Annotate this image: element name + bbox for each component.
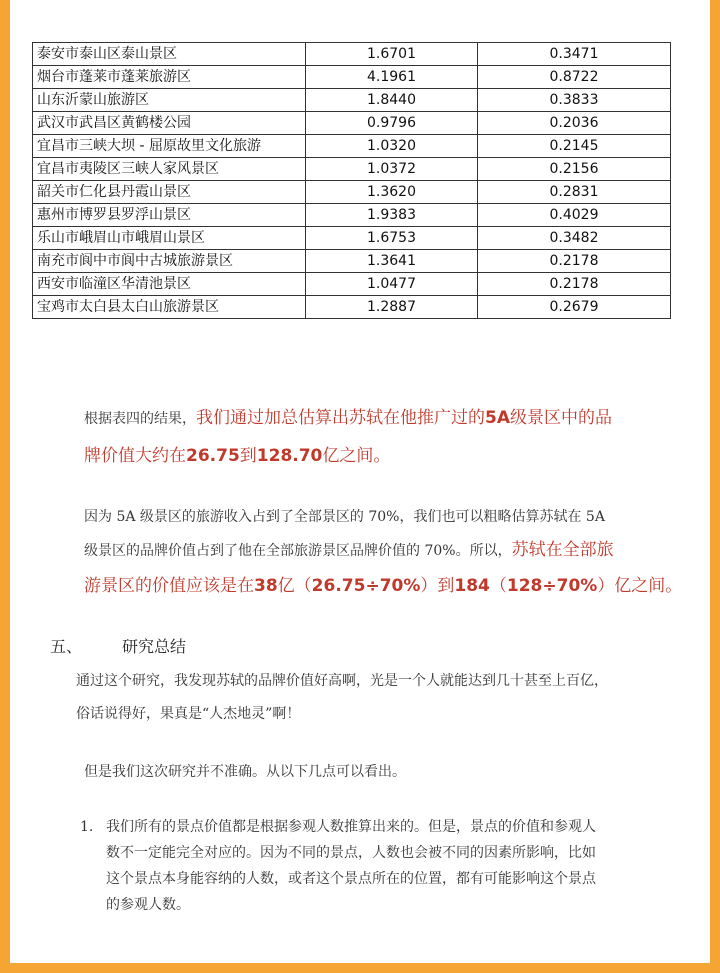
brand-value-cell: 1.6753 — [306, 227, 478, 250]
scenic-area-name: 烟台市蓬莱市蓬莱旅游区 — [33, 66, 306, 89]
scenic-area-name: 宜昌市夷陵区三峡人家风景区 — [33, 158, 306, 181]
table-row — [33, 43, 671, 66]
list-item-1 — [80, 814, 680, 918]
estimate-red-h: （ — [489, 576, 507, 596]
result-red-c: 级景区中的品 — [510, 408, 612, 428]
document-page — [10, 0, 710, 963]
scenic-area-name: 宜昌市三峡大坝 - 屈原故里文化旅游 — [33, 135, 306, 158]
table-row — [33, 112, 671, 135]
estimate-paragraph — [84, 501, 694, 604]
scenic-area-name: 惠州市博罗县罗浮山景区 — [33, 204, 306, 227]
share-value-cell: 0.2831 — [478, 181, 671, 204]
share-value-cell: 0.2178 — [478, 273, 671, 296]
share-value-cell: 0.3833 — [478, 89, 671, 112]
list-item-line-1: 我们所有的景点价值都是根据参观人数推算出来的。但是，景点的价值和参观人 — [106, 819, 596, 835]
share-value-cell: 0.8722 — [478, 66, 671, 89]
estimate-line-2-text: 级景区的品牌价值占到了他在全部旅游景区品牌价值的 70%。所以， — [84, 543, 512, 559]
scenic-area-name: 泰安市泰山区泰山景区 — [33, 43, 306, 66]
brand-value-cell: 1.8440 — [306, 89, 478, 112]
table-row — [33, 89, 671, 112]
scenic-area-name: 武汉市武昌区黄鹤楼公园 — [33, 112, 306, 135]
result-red-e: 26.75 — [186, 446, 240, 466]
table-row — [33, 296, 671, 319]
table-row — [33, 135, 671, 158]
list-item-line-2: 数不一定能完全对应的。因为不同的景点，人数也会被不同的因素所影响，比如 — [106, 845, 596, 861]
share-value-cell: 0.2178 — [478, 250, 671, 273]
share-value-cell: 0.3482 — [478, 227, 671, 250]
estimate-line-3 — [84, 570, 694, 604]
brand-value-cell: 1.0477 — [306, 273, 478, 296]
estimate-red-a: 苏轼在全部旅 — [511, 540, 614, 560]
summary-paragraph — [76, 665, 696, 731]
brand-value-cell: 1.2887 — [306, 296, 478, 319]
share-value-cell: 0.3471 — [478, 43, 671, 66]
result-red-d: 牌价值大约在 — [84, 446, 186, 466]
estimate-red-j: ）亿之间。 — [597, 576, 683, 596]
table-row — [33, 204, 671, 227]
brand-value-cell: 1.0320 — [306, 135, 478, 158]
section-heading — [50, 634, 186, 657]
section-number: 五、 — [50, 637, 83, 656]
result-red-h: 亿之间。 — [322, 446, 391, 466]
scenic-value-table — [32, 42, 671, 319]
estimate-line-1: 因为 5A 级景区的旅游收入占到了全部景区的 70%，我们也可以粗略估算苏轼在 5A — [84, 509, 605, 525]
estimate-red-f: ）到 — [420, 576, 455, 596]
result-red-f: 到 — [239, 446, 257, 466]
share-value-cell: 0.2156 — [478, 158, 671, 181]
summary-line-2: 俗话说得好，果真是“人杰地灵”啊！ — [76, 706, 301, 722]
table-row — [33, 250, 671, 273]
brand-value-cell: 1.3620 — [306, 181, 478, 204]
note-text: 但是我们这次研究并不准确。从以下几点可以看出。 — [84, 764, 406, 780]
list-item-line-4: 的参观人数。 — [106, 897, 190, 913]
result-lead: 根据表四的结果， — [84, 411, 196, 427]
section-title: 研究总结 — [122, 637, 187, 656]
scenic-area-name: 乐山市峨眉山市峨眉山景区 — [33, 227, 306, 250]
estimate-red-i: 128÷70% — [506, 576, 598, 596]
note-paragraph — [84, 756, 684, 789]
result-paragraph — [84, 402, 684, 474]
scenic-area-name: 韶关市仁化县丹霞山景区 — [33, 181, 306, 204]
brand-value-cell: 1.9383 — [306, 204, 478, 227]
brand-value-cell: 1.6701 — [306, 43, 478, 66]
brand-value-cell: 1.0372 — [306, 158, 478, 181]
estimate-red-b: 游景区的价值应该是在 — [84, 576, 254, 596]
share-value-cell: 0.2679 — [478, 296, 671, 319]
table-row — [33, 66, 671, 89]
summary-line-1: 通过这个研究，我发现苏轼的品牌价值好高啊，光是一个人就能达到几十甚至上百亿， — [76, 673, 608, 689]
share-value-cell: 0.4029 — [478, 204, 671, 227]
estimate-red-e: 26.75÷70% — [311, 576, 421, 596]
scenic-area-name: 南充市阆中市阆中古城旅游景区 — [33, 250, 306, 273]
brand-value-cell: 4.1961 — [306, 66, 478, 89]
scenic-area-name: 宝鸡市太白县太白山旅游景区 — [33, 296, 306, 319]
estimate-red-d: 亿（ — [277, 576, 312, 596]
table-row — [33, 227, 671, 250]
scenic-area-name: 西安市临潼区华清池景区 — [33, 273, 306, 296]
table-row — [33, 181, 671, 204]
estimate-red-c: 38 — [254, 576, 278, 596]
result-line-1 — [84, 402, 684, 436]
brand-value-cell: 0.9796 — [306, 112, 478, 135]
result-line-2 — [84, 440, 684, 474]
list-item-line-3: 这个景点本身能容纳的人数，或者这个景点所在的位置，都有可能影响这个景点 — [106, 871, 596, 887]
result-red-b: 5A — [485, 408, 510, 428]
share-value-cell: 0.2145 — [478, 135, 671, 158]
table-row — [33, 273, 671, 296]
estimate-red-g: 184 — [454, 576, 490, 596]
scenic-area-name: 山东沂蒙山旅游区 — [33, 89, 306, 112]
table-body — [33, 43, 671, 319]
share-value-cell: 0.2036 — [478, 112, 671, 135]
brand-value-cell: 1.3641 — [306, 250, 478, 273]
result-red-g: 128.70 — [256, 446, 323, 466]
result-red-a: 我们通过加总估算出苏轼在他推广过的 — [196, 408, 485, 428]
estimate-line-2 — [84, 534, 694, 568]
list-item-number: 1. — [80, 819, 94, 835]
table-row — [33, 158, 671, 181]
